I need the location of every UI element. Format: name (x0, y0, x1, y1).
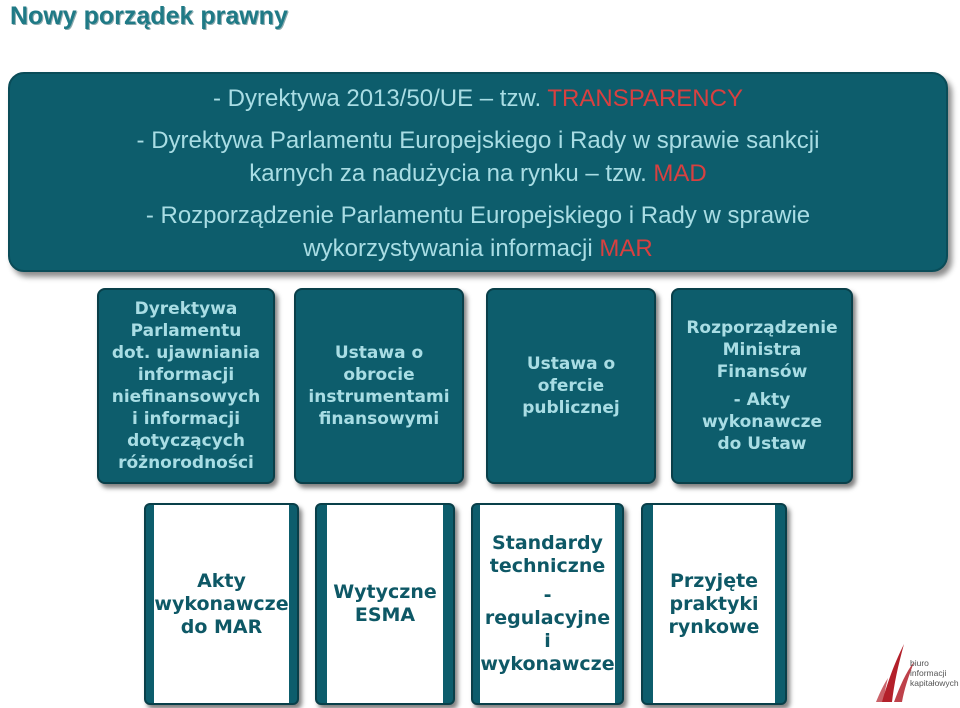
box-line: i informacji (131, 409, 241, 429)
box-line: wykonawcze (154, 592, 289, 615)
box-esma-guidelines (315, 503, 455, 705)
box-line: dot. ujawniania (111, 343, 261, 363)
regulation-mar-text: wykorzystywania informacji (303, 235, 600, 262)
box-public-offering-act (486, 288, 656, 484)
box-line: dotyczących (127, 431, 245, 451)
logo-line: kapitałowych (910, 678, 959, 688)
directive-mad-text: karnych za nadużycia na rynku – tzw. (249, 160, 654, 187)
box-line: wykonawcze (701, 412, 823, 432)
box-technical-standards (471, 503, 624, 705)
logo-line: informacji (910, 668, 947, 678)
box-line: informacji (137, 365, 235, 385)
box-nonfinancial-directive (97, 288, 275, 484)
box-line: niefinansowych (111, 387, 261, 407)
box-line: ofercie (537, 376, 605, 396)
box-line: Przyjęte (669, 569, 759, 592)
box-line: rynkowe (668, 615, 760, 638)
main-line-2: - Dyrektywa Parlamentu Europejskiego i Rady w sprawie sankcji (136, 127, 820, 154)
box-trading-act (294, 288, 464, 484)
box-line: obrocie (343, 365, 415, 385)
box-inner (653, 505, 775, 703)
box-inner (154, 505, 288, 703)
box-line: praktyki (669, 592, 759, 615)
box-line: Dyrektywa (134, 299, 238, 319)
mad-label: MAD (653, 160, 707, 187)
box-line: Finansów (716, 362, 808, 382)
logo-line: biuro (910, 658, 929, 668)
page-title: Nowy porządek prawny (10, 2, 288, 30)
main-line-3 (10, 157, 946, 190)
box-line: regulacyjne i (484, 607, 611, 652)
box-line: Ministra (722, 340, 802, 360)
legal-acts-main-box (8, 72, 948, 272)
main-line-4: - Rozporządzenie Parlamentu Europejskiego i Rady w sprawie (145, 202, 811, 229)
box-line: różnorodności (118, 453, 254, 473)
box-mar-implementing-acts (144, 503, 299, 705)
box-line: instrumentami (308, 387, 450, 407)
directive-transparency-text: - Dyrektywa 2013/50/UE – tzw. (213, 85, 548, 112)
box-line: finansowymi (318, 409, 440, 429)
box-line: Akty (197, 569, 246, 592)
main-line-5 (10, 232, 946, 265)
box-line: Ustawa o (526, 354, 616, 374)
box-finance-minister-regulation (671, 288, 853, 484)
logo-text (910, 658, 959, 688)
box-line: Parlamentu (130, 321, 242, 341)
box-line: do Ustaw (717, 434, 807, 454)
box-inner (480, 505, 614, 703)
transparency-label: TRANSPARENCY (547, 85, 743, 112)
box-line: ESMA (354, 604, 416, 626)
box-line: Rozporządzenie (686, 318, 838, 338)
box-line: do MAR (180, 615, 263, 638)
box-line: Standardy (492, 532, 603, 554)
box-line: wykonawcze (480, 653, 615, 675)
box-inner (327, 505, 443, 703)
box-line: techniczne (489, 555, 606, 577)
main-line-1 (10, 82, 946, 115)
box-accepted-market-practices (641, 503, 787, 705)
box-line: Ustawa o (334, 343, 424, 363)
box-line: - Akty (733, 390, 791, 410)
box-line: - (543, 584, 552, 606)
mar-label: MAR (599, 235, 653, 262)
box-line: publicznej (522, 398, 620, 418)
box-line: Wytyczne (333, 581, 437, 603)
